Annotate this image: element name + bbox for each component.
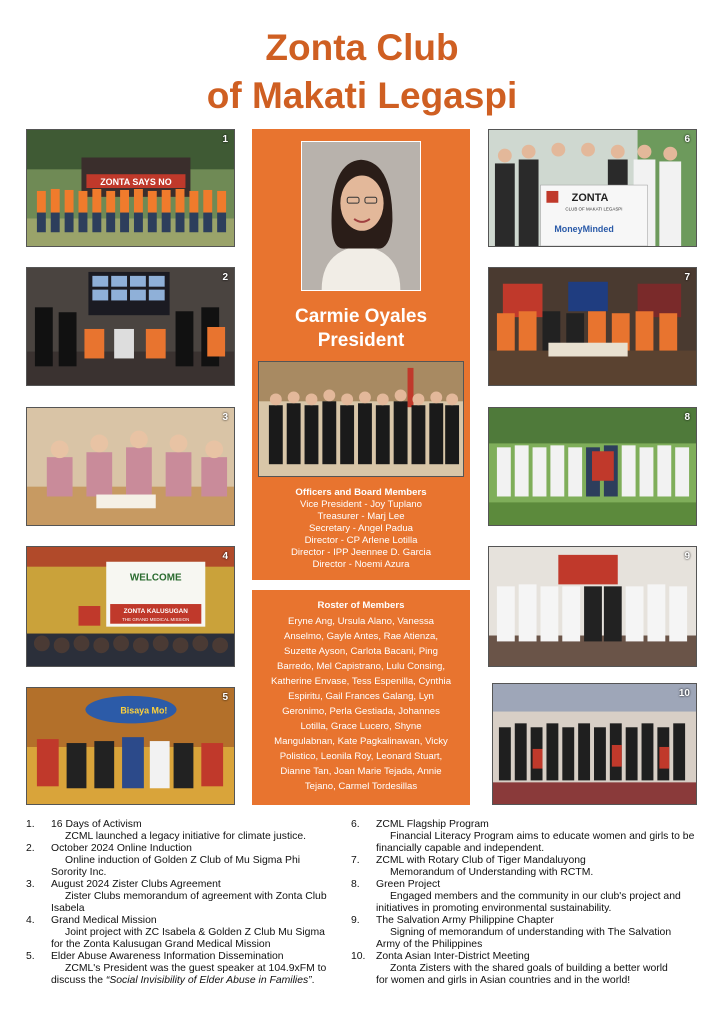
officer-line: Secretary - Angel Padua: [309, 523, 413, 534]
activity-title: The Salvation Army Philippine Chapter: [376, 915, 554, 926]
activity-title: 16 Days of Activism: [51, 819, 142, 830]
activity-desc: Zister Clubs memorandum of agreement with Zonta Club: [65, 891, 327, 902]
activity-desc: financially capable and independent.: [376, 843, 545, 854]
photo-asian-inter-district-meeting: [492, 683, 697, 805]
activity-title: Grand Medical Mission: [51, 915, 157, 926]
activity-desc: Zonta Zisters with the shared goals of building a better world: [390, 963, 668, 974]
activity-desc: Online induction of Golden Z Club of Mu Sigma Phi: [65, 855, 301, 866]
activity-desc: Financial Literacy Program aims to educate women and girls to be: [390, 831, 695, 842]
roster-line: Lotilla, Grace Lucero, Shyne: [300, 721, 422, 732]
photo-16-days-of-activism: [26, 129, 235, 247]
officer-line: Director - IPP Jeennee D. Garcia: [290, 547, 432, 558]
president-panel: [252, 129, 470, 580]
officer-line: Vice President - Joy Tuplano: [300, 499, 422, 510]
activities-list-left: [26, 819, 346, 987]
list-item: 2. October 2024 Online Induction Online induction of Golden Z Club of Mu Sigma Phi Sorority Inc.: [26, 843, 346, 879]
activity-desc: Isabela: [51, 903, 85, 914]
roster-line: Geronimo, Perla Gestiada, Johannes: [282, 706, 440, 717]
photo-4-banner-title: ZONTA KALUSUGAN: [123, 607, 188, 615]
activity-desc: Army of the Philippines: [376, 939, 483, 950]
activity-desc: Sorority Inc.: [51, 867, 107, 878]
roster-line: Katherine Envase, Tess Espenilla, Cynthia: [270, 676, 452, 687]
roster-line: Anselmo, Gayle Antes, Rae Atienza,: [283, 631, 439, 642]
photo-online-induction: [26, 267, 235, 386]
activity-title: ZCML with Rotary Club of Tiger Mandaluyong: [376, 855, 586, 866]
photo-number: 10: [678, 688, 690, 699]
list-item: 5. Elder Abuse Awareness Information Dissemination ZCML's President was the guest speaker at 104.9xFM to discuss the “Social Invisibility of Elder Abuse in Families”.: [26, 951, 346, 987]
officers-heading: Officers and Board Members: [295, 487, 427, 498]
activity-desc: Engaged members and the community in our club's project and: [390, 891, 681, 902]
photo-number: 6: [684, 134, 690, 145]
photo-zister-clubs-agreement: [26, 407, 235, 526]
photo-number: 7: [684, 272, 690, 283]
list-item: 7. ZCML with Rotary Club of Tiger Mandaluyong Memorandum of Understanding with RCTM.: [351, 855, 717, 879]
roster-line: Mangulabnan, Kate Pagkalinawan, Vicky: [274, 736, 448, 747]
activity-title: October 2024 Online Induction: [51, 843, 192, 854]
activity-desc: Joint project with ZC Isabela & Golden Z Club Mu Sigma: [65, 927, 325, 938]
photo-rotary-club-mou: [488, 267, 697, 386]
photo-6-sign-brand: MoneyMinded: [554, 224, 614, 235]
roster-line: Espiritu, Gail Frances Galang, Lyn: [288, 691, 434, 702]
activity-title: Zonta Asian Inter-District Meeting: [376, 951, 530, 962]
page-title-line-1: Zonta Club: [265, 27, 459, 68]
officer-line: Treasurer - Marj Lee: [317, 511, 405, 522]
photo-green-project: [488, 407, 697, 526]
roster-line: Suzette Ayson, Carlota Bacani, Ping: [284, 646, 438, 657]
president-role: President: [317, 330, 405, 351]
photo-6-sign-title: ZONTA: [571, 191, 609, 204]
activity-title: Green Project: [376, 879, 441, 890]
activity-desc: ZCML's President was the guest speaker at 104.9xFM to: [65, 963, 327, 974]
photo-4-banner-sub: THE GRAND MEDICAL MISSION: [122, 616, 190, 622]
activity-title: ZCML Flagship Program: [376, 819, 489, 830]
roster-panel: [252, 590, 470, 815]
photo-officers-group: [258, 361, 464, 477]
officer-line: Director - Noemi Azura: [312, 559, 410, 570]
list-item: 1. 16 Days of Activism ZCML launched a legacy initiative for climate justice.: [26, 819, 346, 843]
activity-desc: for women and girls in Asian countries and in the world!: [376, 975, 631, 986]
roster-line: Dianne Tan, Joan Marie Tejada, Annie: [280, 766, 442, 777]
activities-list-right: [351, 819, 717, 987]
list-item: 10. Zonta Asian Inter-District Meeting Zonta Zisters with the shared goals of building a better world for women and girls in Asian countries and in the world!: [351, 951, 717, 987]
photo-number: 2: [222, 272, 228, 283]
activity-desc: for the Zonta Kalusugan Grand Medical Mission: [51, 939, 271, 950]
photo-1-banner-text: ZONTA SAYS NO: [100, 177, 172, 188]
roster-list: [252, 600, 470, 817]
roster-line: Barredo, Mel Capistrano, Lulu Consing,: [277, 661, 445, 672]
photo-4-welcome-text: WELCOME: [129, 572, 182, 584]
photo-salvation-army-mou: [488, 546, 697, 667]
officers-list: [252, 487, 470, 571]
officer-line: Director - CP Arlene Lotilla: [304, 535, 418, 546]
photo-number: 9: [684, 551, 690, 562]
roster-heading: Roster of Members: [317, 600, 405, 611]
roster-line: Eryne Ang, Ursula Alano, Vanessa: [288, 616, 434, 627]
photo-number: 8: [684, 412, 690, 423]
photo-flagship-program: [488, 129, 697, 247]
list-item: 6. ZCML Flagship Program Financial Literacy Program aims to educate women and girls to be financially capable and independent.: [351, 819, 717, 855]
activity-desc: Memorandum of Understanding with RCTM.: [390, 867, 594, 878]
photo-6-sign-sub: CLUB OF MAKATI LEGASPI: [565, 206, 623, 212]
photo-number: 5: [222, 692, 228, 703]
roster-line: Tejano, Carmel Tordesillas: [304, 781, 418, 792]
president-portrait: [301, 141, 421, 291]
roster-line: Polistico, Leonila Roy, Leonard Stuart,: [279, 751, 443, 762]
photo-elder-abuse-awareness: [26, 687, 235, 805]
list-item: 8. Green Project Engaged members and the community in our club's project and initiatives in promoting environmental sustainability.: [351, 879, 717, 915]
website-link[interactable]: www.zontaclubmakati-legaspi.org: [289, 804, 433, 815]
activity-desc: initiatives in promoting environmental sustainability.: [376, 903, 612, 914]
activity-desc: Signing of memorandum of understanding with The Salvation: [390, 927, 672, 938]
activity-title: August 2024 Zister Clubs Agreement: [51, 879, 221, 890]
photo-number: 4: [222, 551, 228, 562]
page-title-line-2: of Makati Legaspi: [206, 75, 518, 116]
photo-number: 1: [222, 134, 228, 145]
activity-desc: ZCML launched a legacy initiative for climate justice.: [65, 831, 307, 842]
photo-5-sign-text: Bisaya Mo!: [120, 705, 168, 716]
photo-number: 3: [222, 412, 228, 423]
activity-desc-quote: discuss the “Social Invisibility of Elder Abuse in Families”.: [51, 975, 315, 986]
president-name: Carmie Oyales: [294, 306, 428, 327]
photo-grand-medical-mission: [26, 546, 235, 667]
list-item: 4. Grand Medical Mission Joint project with ZC Isabela & Golden Z Club Mu Sigma for the Zonta Kalusugan Grand Medical Mission: [26, 915, 346, 951]
list-item: 3. August 2024 Zister Clubs Agreement Zister Clubs memorandum of agreement with Zonta Club Isabela: [26, 879, 346, 915]
activity-title: Elder Abuse Awareness Information Dissemination: [51, 951, 284, 962]
list-item: 9. The Salvation Army Philippine Chapter Signing of memorandum of understanding with The Salvation Army of the Philippines: [351, 915, 717, 951]
